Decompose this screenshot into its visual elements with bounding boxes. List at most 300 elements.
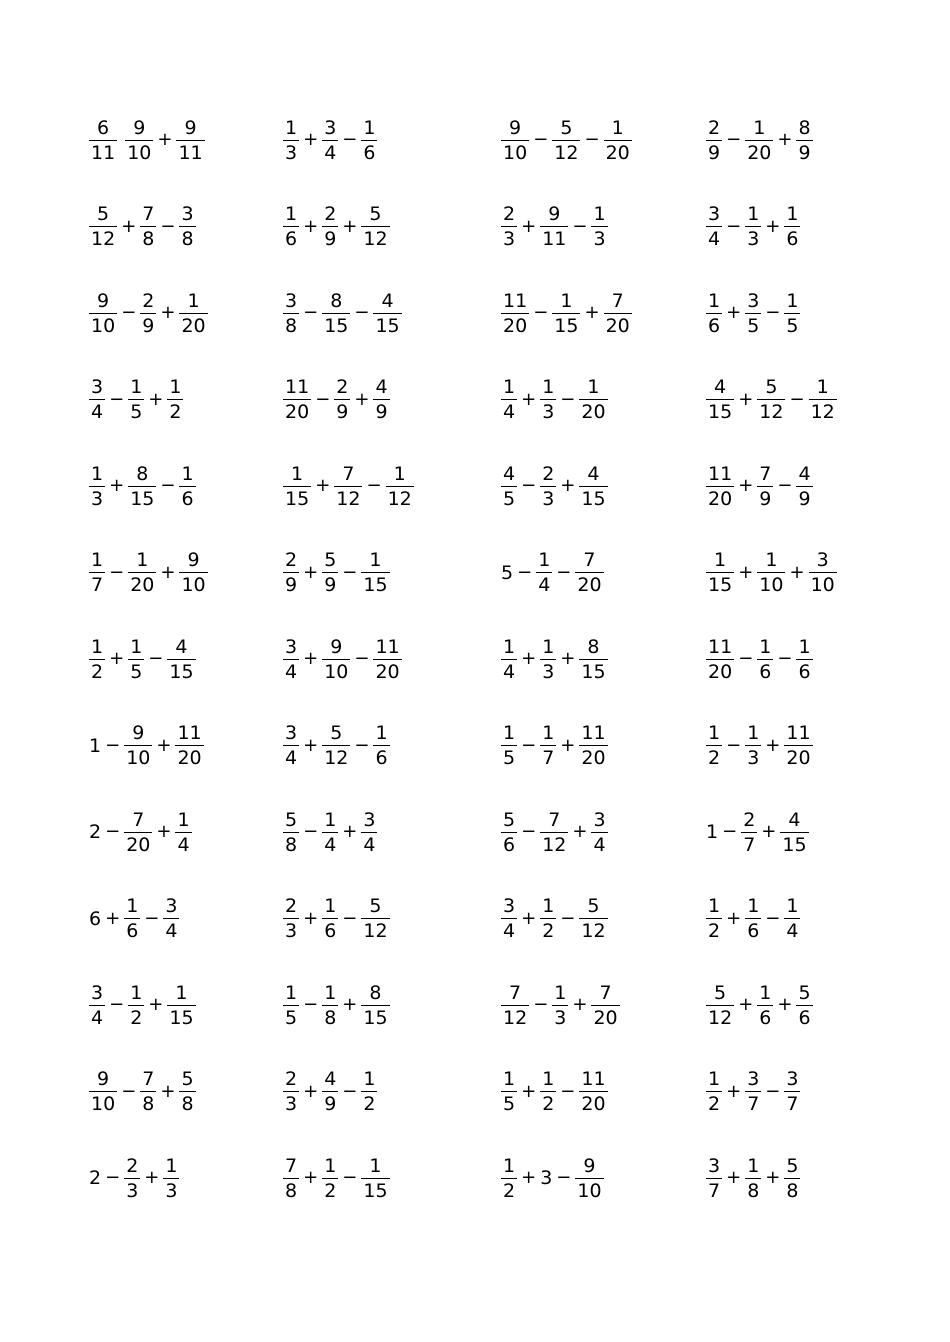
fraction bbox=[540, 376, 556, 423]
fraction-bar bbox=[89, 1091, 117, 1092]
fraction-bar bbox=[128, 486, 156, 487]
denominator: 4 bbox=[786, 920, 799, 942]
math-problem bbox=[88, 197, 197, 257]
numerator: 5 bbox=[369, 895, 382, 917]
numerator: 7 bbox=[142, 203, 155, 225]
math-problem bbox=[705, 802, 810, 862]
numerator: 1 bbox=[285, 981, 298, 1004]
fraction-bar bbox=[706, 918, 722, 919]
fraction-bar bbox=[809, 572, 837, 573]
fraction bbox=[706, 376, 734, 423]
math-problem bbox=[282, 1148, 391, 1208]
operator: − bbox=[303, 994, 319, 1015]
operator: − bbox=[572, 215, 588, 237]
denominator: 15 bbox=[708, 401, 733, 423]
operator: + bbox=[765, 215, 781, 237]
denominator: 3 bbox=[126, 1179, 139, 1202]
denominator: 10 bbox=[577, 1179, 602, 1202]
denominator: 3 bbox=[91, 487, 104, 510]
fraction bbox=[163, 895, 179, 942]
fraction bbox=[745, 722, 761, 769]
fraction bbox=[361, 809, 377, 856]
operator: − bbox=[342, 1080, 358, 1102]
numerator: 3 bbox=[165, 895, 178, 917]
fraction-bar bbox=[361, 572, 389, 573]
denominator: 8 bbox=[747, 1179, 760, 1202]
fraction bbox=[373, 290, 401, 337]
operator: − bbox=[148, 648, 164, 669]
fraction bbox=[361, 117, 377, 164]
fraction bbox=[745, 117, 773, 164]
denominator: 5 bbox=[786, 314, 799, 337]
fraction-bar bbox=[322, 1005, 338, 1006]
fraction bbox=[373, 376, 389, 423]
fraction-bar bbox=[89, 226, 117, 227]
fraction bbox=[575, 549, 603, 596]
numerator: 11 bbox=[786, 722, 811, 744]
fraction-bar bbox=[501, 313, 529, 314]
numerator: 1 bbox=[130, 376, 143, 398]
fraction bbox=[757, 549, 785, 596]
fraction-bar bbox=[579, 659, 607, 660]
operator: − bbox=[160, 475, 176, 496]
fraction-bar bbox=[373, 399, 389, 400]
denominator: 11 bbox=[178, 141, 203, 164]
fraction bbox=[591, 982, 619, 1029]
fraction-bar bbox=[741, 832, 757, 833]
numerator: 1 bbox=[324, 895, 337, 917]
denominator: 15 bbox=[363, 1006, 388, 1029]
operator: + bbox=[789, 561, 805, 583]
fraction bbox=[745, 203, 761, 250]
math-problem bbox=[705, 716, 814, 776]
whole-number: 1 bbox=[89, 734, 102, 757]
numerator: 1 bbox=[130, 981, 143, 1004]
operator: + bbox=[777, 994, 793, 1015]
fraction-bar bbox=[796, 1005, 812, 1006]
numerator: 5 bbox=[369, 203, 382, 225]
operator: + bbox=[109, 648, 125, 669]
fraction-bar bbox=[163, 1178, 179, 1179]
numerator: 1 bbox=[285, 116, 298, 139]
fraction bbox=[283, 290, 299, 337]
fraction bbox=[706, 636, 734, 683]
fraction bbox=[89, 463, 105, 510]
fraction bbox=[540, 809, 568, 856]
fraction-bar bbox=[501, 140, 529, 141]
numerator: 1 bbox=[542, 1068, 555, 1090]
whole-number: 2 bbox=[89, 1167, 102, 1189]
math-problem bbox=[705, 370, 838, 430]
denominator: 4 bbox=[91, 401, 104, 423]
denominator: 12 bbox=[363, 920, 388, 942]
fraction-bar bbox=[552, 140, 580, 141]
operator: + bbox=[572, 821, 588, 842]
denominator: 3 bbox=[542, 660, 555, 683]
fraction-bar bbox=[283, 832, 299, 833]
denominator: 8 bbox=[285, 833, 298, 856]
operator: + bbox=[738, 475, 754, 496]
fraction-bar bbox=[540, 226, 568, 227]
denominator: 2 bbox=[708, 747, 721, 769]
fraction-bar bbox=[784, 226, 800, 227]
numerator: 1 bbox=[503, 1068, 516, 1090]
fraction bbox=[163, 1155, 179, 1202]
fraction bbox=[579, 376, 607, 423]
operator: + bbox=[354, 388, 370, 410]
fraction bbox=[591, 203, 607, 250]
fraction-bar bbox=[757, 486, 773, 487]
fraction-bar bbox=[706, 140, 722, 141]
math-problem bbox=[88, 456, 197, 516]
denominator: 5 bbox=[130, 401, 143, 423]
numerator: 5 bbox=[97, 203, 110, 225]
math-problem bbox=[705, 197, 801, 257]
fraction bbox=[373, 722, 389, 769]
fraction-bar bbox=[706, 226, 722, 227]
numerator: 1 bbox=[393, 462, 406, 485]
numerator: 4 bbox=[324, 1068, 337, 1090]
denominator: 4 bbox=[593, 833, 606, 856]
denominator: 11 bbox=[91, 141, 116, 164]
fraction-bar bbox=[540, 745, 556, 746]
numerator: 1 bbox=[759, 981, 772, 1004]
denominator: 12 bbox=[387, 487, 412, 510]
operator: + bbox=[521, 215, 537, 237]
denominator: 5 bbox=[503, 747, 516, 769]
numerator: 7 bbox=[583, 549, 596, 571]
denominator: 10 bbox=[126, 747, 151, 769]
numerator: 6 bbox=[97, 116, 110, 139]
operator: − bbox=[556, 561, 572, 583]
fraction-bar bbox=[322, 832, 338, 833]
operator: − bbox=[533, 994, 549, 1015]
numerator: 9 bbox=[184, 116, 197, 139]
fraction bbox=[334, 463, 362, 510]
denominator: 15 bbox=[782, 833, 807, 856]
operator: − bbox=[354, 302, 370, 323]
fraction-bar bbox=[745, 918, 761, 919]
fraction bbox=[128, 636, 144, 683]
operator: − bbox=[560, 388, 576, 410]
fraction-bar bbox=[784, 313, 800, 314]
denominator: 2 bbox=[542, 1093, 555, 1115]
math-problem bbox=[705, 1062, 801, 1122]
fraction bbox=[501, 290, 529, 337]
fraction bbox=[176, 117, 204, 164]
denominator: 6 bbox=[759, 660, 772, 683]
fraction bbox=[579, 895, 607, 942]
fraction bbox=[167, 376, 183, 423]
fraction bbox=[124, 722, 152, 769]
fraction bbox=[322, 290, 350, 337]
denominator: 3 bbox=[285, 1093, 298, 1115]
fraction-bar bbox=[757, 572, 785, 573]
fraction bbox=[322, 982, 338, 1029]
numerator: 3 bbox=[91, 376, 104, 398]
fraction bbox=[757, 982, 773, 1029]
denominator: 20 bbox=[285, 401, 310, 423]
math-problem bbox=[282, 543, 391, 603]
math-problem bbox=[88, 629, 197, 689]
fraction bbox=[175, 809, 191, 856]
fraction bbox=[140, 290, 156, 337]
operator: + bbox=[303, 129, 319, 150]
math-problem bbox=[705, 543, 838, 603]
fraction bbox=[552, 290, 580, 337]
numerator: 1 bbox=[369, 549, 382, 571]
fraction-bar bbox=[140, 313, 156, 314]
numerator: 9 bbox=[187, 549, 200, 571]
numerator: 1 bbox=[181, 462, 194, 485]
fraction-bar bbox=[780, 832, 808, 833]
fraction bbox=[501, 895, 517, 942]
denominator: 7 bbox=[91, 574, 104, 596]
numerator: 1 bbox=[593, 203, 606, 225]
denominator: 20 bbox=[130, 574, 155, 596]
denominator: 4 bbox=[363, 833, 376, 856]
numerator: 1 bbox=[91, 549, 104, 571]
denominator: 6 bbox=[786, 228, 799, 250]
operator: − bbox=[738, 648, 754, 669]
fraction-bar bbox=[128, 659, 144, 660]
operator: − bbox=[342, 129, 358, 150]
numerator: 1 bbox=[375, 722, 388, 744]
denominator: 20 bbox=[503, 314, 528, 337]
fraction-bar bbox=[361, 140, 377, 141]
numerator: 11 bbox=[581, 722, 606, 744]
operator: + bbox=[156, 734, 172, 756]
numerator: 1 bbox=[786, 203, 799, 225]
numerator: 3 bbox=[285, 635, 298, 658]
numerator: 4 bbox=[375, 376, 388, 398]
operator: − bbox=[354, 648, 370, 669]
fraction-bar bbox=[706, 1091, 722, 1092]
denominator: 3 bbox=[554, 1006, 567, 1029]
fraction-bar bbox=[283, 486, 311, 487]
numerator: 1 bbox=[708, 289, 721, 312]
fraction bbox=[125, 117, 153, 164]
operator: + bbox=[303, 215, 319, 237]
fraction-bar bbox=[552, 313, 580, 314]
numerator: 7 bbox=[548, 808, 561, 831]
numerator: 7 bbox=[509, 981, 522, 1004]
denominator: 20 bbox=[605, 141, 630, 164]
numerator: 5 bbox=[324, 549, 337, 571]
fraction-bar bbox=[579, 918, 607, 919]
numerator: 1 bbox=[798, 635, 811, 658]
denominator: 10 bbox=[181, 574, 206, 596]
fraction bbox=[501, 722, 517, 769]
numerator: 1 bbox=[560, 289, 573, 312]
operator: − bbox=[517, 561, 533, 583]
math-problem bbox=[282, 975, 391, 1035]
operator: + bbox=[761, 821, 777, 842]
fraction bbox=[552, 117, 580, 164]
fraction-bar bbox=[89, 399, 105, 400]
operator: − bbox=[726, 215, 742, 237]
fraction-bar bbox=[784, 918, 800, 919]
math-problem bbox=[705, 975, 814, 1035]
fraction-bar bbox=[322, 226, 338, 227]
fraction bbox=[501, 1155, 517, 1202]
math-problem bbox=[500, 110, 633, 170]
fraction bbox=[784, 1068, 800, 1115]
fraction-bar bbox=[540, 486, 556, 487]
numerator: 9 bbox=[97, 1068, 110, 1090]
denominator: 10 bbox=[759, 574, 784, 596]
fraction bbox=[283, 722, 299, 769]
numerator: 5 bbox=[587, 895, 600, 917]
numerator: 5 bbox=[181, 1068, 194, 1090]
numerator: 5 bbox=[560, 116, 573, 139]
denominator: 3 bbox=[165, 1179, 178, 1202]
operator: − bbox=[521, 821, 537, 842]
fraction bbox=[322, 1155, 338, 1202]
numerator: 11 bbox=[375, 635, 400, 658]
denominator: 4 bbox=[503, 401, 516, 423]
numerator: 1 bbox=[708, 895, 721, 917]
operator: + bbox=[109, 475, 125, 496]
math-problem bbox=[88, 1148, 180, 1208]
operator: + bbox=[303, 1167, 319, 1188]
fraction-bar bbox=[579, 745, 607, 746]
operator: − bbox=[560, 1080, 576, 1102]
numerator: 4 bbox=[798, 462, 811, 485]
fraction-bar bbox=[796, 140, 812, 141]
operator: − bbox=[789, 388, 805, 410]
math-problem bbox=[282, 802, 378, 862]
denominator: 5 bbox=[130, 660, 143, 683]
operator: − bbox=[722, 821, 738, 842]
numerator: 5 bbox=[503, 808, 516, 831]
denominator: 2 bbox=[130, 1006, 143, 1029]
fraction bbox=[89, 203, 117, 250]
fraction-bar bbox=[89, 572, 105, 573]
math-problem bbox=[705, 889, 801, 949]
numerator: 7 bbox=[142, 1068, 155, 1090]
fraction-bar bbox=[784, 1091, 800, 1092]
denominator: 10 bbox=[91, 1093, 116, 1115]
fraction-bar bbox=[175, 832, 191, 833]
fraction-bar bbox=[706, 745, 722, 746]
fraction bbox=[89, 982, 105, 1029]
operator: − bbox=[584, 129, 600, 150]
numerator: 5 bbox=[714, 981, 727, 1004]
fraction bbox=[706, 203, 722, 250]
fraction-bar bbox=[128, 572, 156, 573]
math-problem bbox=[500, 283, 633, 343]
denominator: 12 bbox=[503, 1006, 528, 1029]
denominator: 6 bbox=[285, 228, 298, 250]
numerator: 1 bbox=[714, 549, 727, 571]
numerator: 1 bbox=[786, 289, 799, 312]
fraction bbox=[283, 1155, 299, 1202]
numerator: 7 bbox=[759, 462, 772, 485]
fraction bbox=[540, 203, 568, 250]
operator: − bbox=[342, 561, 358, 583]
fraction bbox=[706, 1068, 722, 1115]
numerator: 2 bbox=[336, 376, 349, 398]
math-problem bbox=[500, 716, 609, 776]
fraction bbox=[322, 1068, 338, 1115]
fraction-bar bbox=[322, 918, 338, 919]
fraction-bar bbox=[283, 1005, 299, 1006]
denominator: 15 bbox=[363, 574, 388, 596]
fraction bbox=[579, 722, 607, 769]
fraction-bar bbox=[89, 313, 117, 314]
operator: − bbox=[121, 1080, 137, 1102]
fraction-bar bbox=[706, 1178, 722, 1179]
math-problem bbox=[705, 456, 814, 516]
fraction bbox=[706, 463, 734, 510]
denominator: 4 bbox=[91, 1006, 104, 1029]
operator: + bbox=[303, 561, 319, 583]
fraction-bar bbox=[140, 1091, 156, 1092]
fraction bbox=[809, 549, 837, 596]
operator: − bbox=[105, 821, 121, 842]
numerator: 1 bbox=[136, 549, 149, 571]
fraction bbox=[167, 636, 195, 683]
numerator: 3 bbox=[708, 1154, 721, 1177]
numerator: 8 bbox=[369, 981, 382, 1004]
fraction-bar bbox=[706, 659, 734, 660]
denominator: 7 bbox=[786, 1093, 799, 1115]
fraction-bar bbox=[89, 140, 117, 141]
fraction bbox=[175, 722, 203, 769]
denominator: 6 bbox=[503, 833, 516, 856]
math-problem bbox=[500, 456, 609, 516]
fraction bbox=[796, 636, 812, 683]
operator: + bbox=[303, 648, 319, 669]
operator: + bbox=[303, 907, 319, 929]
numerator: 3 bbox=[708, 203, 721, 225]
denominator: 3 bbox=[542, 401, 555, 423]
fraction-bar bbox=[163, 918, 179, 919]
fraction-bar bbox=[501, 486, 517, 487]
operator: − bbox=[521, 734, 537, 756]
fraction bbox=[89, 1068, 117, 1115]
fraction bbox=[179, 549, 207, 596]
denominator: 3 bbox=[747, 747, 760, 769]
fraction-bar bbox=[706, 399, 734, 400]
fraction bbox=[540, 895, 556, 942]
fraction-bar bbox=[579, 399, 607, 400]
operator: − bbox=[303, 302, 319, 323]
operator: + bbox=[572, 994, 588, 1015]
denominator: 12 bbox=[810, 401, 835, 423]
fraction-bar bbox=[745, 1178, 761, 1179]
operator: − bbox=[109, 561, 125, 583]
math-problem bbox=[88, 110, 206, 170]
fraction bbox=[706, 722, 722, 769]
denominator: 20 bbox=[786, 747, 811, 769]
fraction bbox=[361, 1068, 377, 1115]
denominator: 15 bbox=[375, 314, 400, 337]
fraction bbox=[179, 290, 207, 337]
math-problem bbox=[88, 543, 209, 603]
numerator: 1 bbox=[587, 376, 600, 398]
operator: − bbox=[105, 734, 121, 756]
denominator: 5 bbox=[503, 1093, 516, 1115]
fraction-bar bbox=[167, 659, 195, 660]
fraction-bar bbox=[361, 832, 377, 833]
operator: + bbox=[521, 1080, 537, 1102]
fraction-bar bbox=[796, 659, 812, 660]
numerator: 2 bbox=[743, 808, 756, 831]
math-problem bbox=[282, 889, 391, 949]
numerator: 1 bbox=[324, 808, 337, 831]
